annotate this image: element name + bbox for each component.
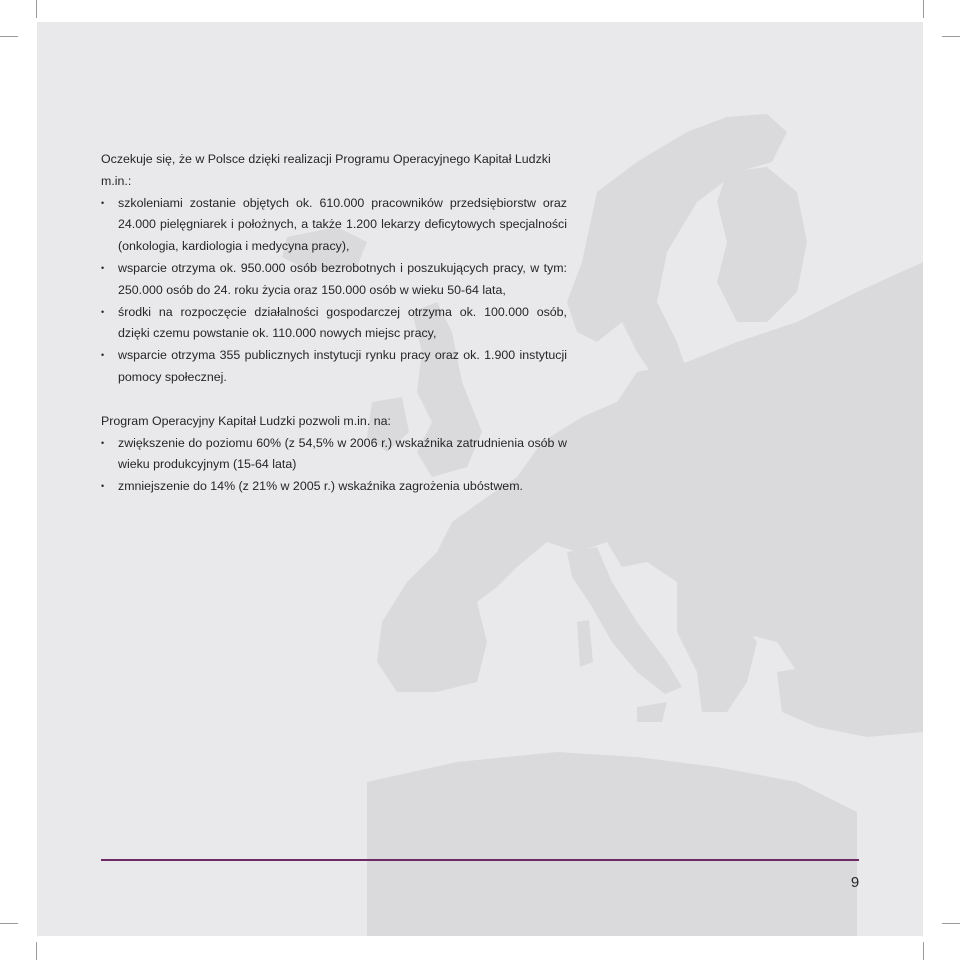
list-item: • środki na rozpoczęcie działalności gospodarczej otrzyma ok. 100.000 osób, dzięki czemu powstanie ok. 110.000 nowych miejsc pracy,	[101, 302, 567, 346]
intro-paragraph: Oczekuje się, że w Polsce dzięki realizacji Programu Operacyjnego Kapitał Ludzki m.in.:	[101, 152, 551, 188]
crop-mark	[36, 942, 37, 960]
footer-rule	[101, 859, 859, 861]
crop-mark	[923, 942, 924, 960]
bullet-list-program-goals	[101, 433, 567, 498]
list-item: • szkoleniami zostanie objętych ok. 610.000 pracowników przedsiębiorstw oraz 24.000 pielęgniarek i położnych, a także 1.200 lekarzy deficytowych specjalności (onkologia, kardiologia i medycyna pracy),	[101, 193, 567, 258]
crop-mark	[36, 0, 37, 18]
bullet-list-expected-results	[101, 193, 567, 389]
crop-mark	[942, 36, 960, 37]
crop-mark	[923, 0, 924, 18]
list-item: • wsparcie otrzyma ok. 950.000 osób bezrobotnych i poszukujących pracy, w tym: 250.000 osób do 24. roku życia oraz 150.000 osób w wieku 50-64 lata,	[101, 258, 567, 302]
crop-mark	[942, 923, 960, 924]
crop-mark	[0, 36, 18, 37]
list-item: • zwiększenie do poziomu 60% (z 54,5% w 2006 r.) wskaźnika zatrudnienia osób w wieku produkcyjnym (15-64 lata)	[101, 433, 567, 477]
document-page	[37, 22, 923, 936]
list-item: • wsparcie otrzyma 355 publicznych instytucji rynku pracy oraz ok. 1.900 instytucji pomocy społecznej.	[101, 345, 567, 389]
page-number: 9	[850, 874, 860, 891]
main-text	[101, 149, 567, 498]
crop-mark	[0, 923, 18, 924]
program-goals-paragraph: Program Operacyjny Kapitał Ludzki pozwoli m.in. na:	[101, 413, 391, 428]
list-item: • zmniejszenie do 14% (z 21% w 2005 r.) wskaźnika zagrożenia ubóstwem.	[101, 476, 567, 498]
